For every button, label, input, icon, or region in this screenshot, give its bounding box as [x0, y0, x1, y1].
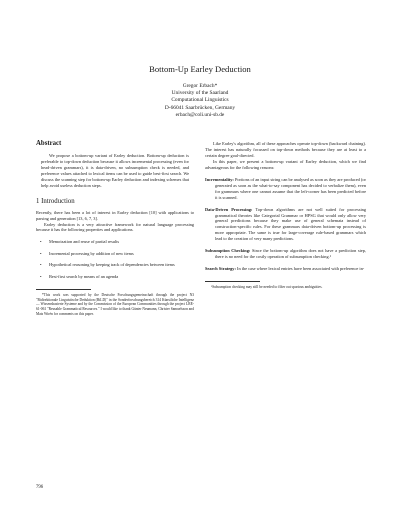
intro-paragraph-1: Recently, there has been a lot of interest in Earley deduction [10] with applications to parsing and generation [13, 6, 7, 3].	[36, 209, 194, 221]
definition-term: Incrementality:	[205, 176, 234, 182]
list-item-text: Best-first search by means of an agenda	[49, 273, 119, 279]
page-number: 796	[36, 485, 44, 490]
list-item-text: Hypothetical reasoning by keeping track of dependencies between items	[49, 262, 175, 268]
abstract-heading: Abstract	[36, 140, 62, 147]
author-department: Computational Linguistics	[171, 97, 229, 104]
intro-paragraph-2: Earley deduction is a very attractive framework for natural language processing because it has the following properties and applications.	[36, 221, 194, 233]
bullet-icon: •	[40, 262, 42, 268]
paper-title: Bottom-Up Earley Deduction	[149, 64, 251, 74]
definition-item	[205, 248, 366, 260]
left-column	[36, 141, 194, 317]
definition-text: In the case where lexical entries have been associated with preference in-	[237, 266, 365, 272]
footnote-subsumption: ¹Subsumption checking may still be needed to filter out spurious ambiguities.	[211, 285, 323, 290]
list-item-text: Incremental processing by addition of new items	[49, 250, 134, 256]
footnote-divider	[36, 289, 91, 290]
list-item-text: Memoization and reuse of partial results	[49, 239, 120, 245]
author-email[interactable]: erbach@coli.uni-sb.de	[175, 111, 225, 118]
author-block	[0, 83, 400, 119]
definition-item	[205, 177, 366, 201]
property-list	[36, 239, 194, 279]
definition-item	[205, 266, 366, 272]
bullet-icon: •	[40, 250, 42, 256]
bullet-icon: •	[40, 239, 42, 245]
list-item	[36, 239, 194, 245]
definition-item	[205, 207, 366, 243]
definition-term: Data-Driven Processing:	[205, 206, 253, 212]
definition-text: Top-down algorithms are not well suited for processing grammatical theories like Categorial Grammar or HPSG that would only allow very general predictions because they make use of general schemata instead of construction-specific rules. For these grammars data-driven bottom-up processing is more appropriate. The same is true for large-coverage rule-based grammars which lead to the creation of very many predictions.	[215, 206, 367, 242]
footnote-acknowledgement: *This work was supported by the Deutsche Forschungsgemeinschaft through the project N3 "Bidirektionale Linguistische Deduktion (BiLD)" in the Sonderforschungsbereich 314 Künstliche Intelligenz — Wissensbasierte Systeme and by the Commission of the European Communities through the project LRE-61-061 "Reusable Grammatical Resources." I would like to thank Günter Neumann, Christer Samuelsson and Mats Wirén for comments on this paper.	[36, 292, 194, 316]
list-item	[36, 262, 194, 268]
bullet-icon: •	[40, 273, 42, 279]
author-address: D-66041 Saarbrücken, Germany	[164, 104, 236, 111]
definition-text: Portions of an input string can be analysed as soon as they are produced (or generated as soon as the what-to-say component has decided to verbalize them), even for grammars where one cannot assume that the left-corner has been predicted before it is scanned.	[215, 176, 366, 200]
definition-term: Search Strategy:	[205, 266, 236, 272]
abstract-text: We propose a bottom-up variant of Earley deduction. Bottom-up deduction is preferable to top-down deduction because it allows incremental processing (even for head-driven grammars), it is data-driven, no subsumption check is needed, and preference values attached to lexical items can be used to guide best-first search. We discuss the scanning step for bottom-up Earley deduction and indexing schemes that help avoid useless deduction steps.	[41, 152, 189, 188]
definition-term: Subsumption Checking:	[205, 248, 251, 254]
author-affiliation: University of the Saarland	[171, 90, 229, 97]
definition-text: Since the bottom-up algorithm does not have a prediction step, there is no need for the costly operation of subsumption checking.¹	[215, 248, 366, 260]
intro-heading: 1 Introduction	[36, 197, 75, 205]
right-paragraph-1: Like Earley's algorithm, all of these approaches operate top-down (backward chaining). The interest has naturally focussed on top-down methods because they are at least to a certain degree goal-directed.	[205, 141, 366, 158]
author-name: Gregor Erbach*	[182, 83, 218, 89]
right-column	[205, 141, 366, 290]
footnote-divider	[205, 281, 260, 282]
list-item	[36, 251, 194, 257]
list-item	[36, 274, 194, 280]
right-paragraph-2: In this paper, we present a bottom-up variant of Earley deduction, which we find advantageous for the following reasons:	[205, 158, 366, 170]
advantages-list	[205, 177, 366, 272]
